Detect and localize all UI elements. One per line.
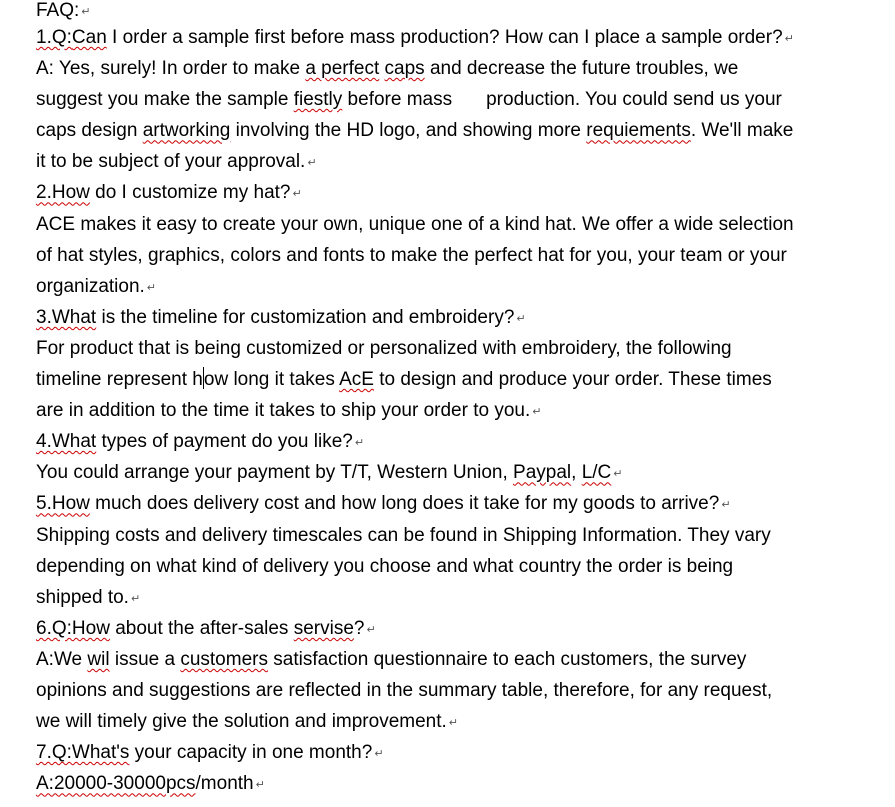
- paragraph-mark-icon: ↵: [613, 468, 623, 481]
- paragraph-mark-icon: ↵: [146, 281, 157, 294]
- faq-answer-2-line-3: organization. ↵: [36, 271, 881, 302]
- faq-question-6: 6.Q:How about the after-sales servise? ↵: [36, 613, 881, 644]
- faq-answer-4-line-1: You could arrange your payment by T/T, Western Union, Paypal, L/C ↵: [36, 457, 881, 488]
- faq-answer-5-line-1: Shipping costs and delivery timescales can be found in Shipping Information. They vary: [36, 524, 771, 546]
- faq-answer-1-line-3: caps design artworking involving the HD logo, and showing more requiements. We'll make: [36, 120, 794, 142]
- paragraph-mark-icon: ↵: [448, 717, 459, 730]
- faq-answer-1-line-4: it to be subject of your approval. ↵: [36, 146, 881, 177]
- paragraph-mark-icon: ↵: [721, 499, 731, 512]
- paragraph-mark-icon: ↵: [354, 437, 365, 450]
- faq-answer-2-line-2: of hat styles, graphics, colors and fonts to make the perfect hat for you, your team or your: [36, 244, 787, 266]
- paragraph-mark-icon: ↵: [784, 33, 794, 45]
- document-body[interactable]: [36, 0, 881, 799]
- faq-answer-3-line-2: timeline represent how long it takes AcE to design and produce your order. These times: [36, 369, 772, 391]
- paragraph-mark-icon: ↵: [307, 157, 317, 170]
- faq-answer-5-line-2: depending on what kind of delivery you choose and what country the order is being: [36, 555, 734, 577]
- faq-question-7: 7.Q:What's your capacity in one month? ↵: [36, 737, 881, 768]
- faq-answer-1-line-2: suggest you make the sample fiestly before mass production. You could send us your: [36, 89, 782, 111]
- faq-answer-5-line-3: shipped to. ↵: [36, 582, 881, 613]
- faq-answer-1-line-1: A: Yes, surely! In order to make a perfect caps and decrease the future troubles, we: [36, 58, 739, 80]
- faq-answer-3-line-1: For product that is being customized or personalized with embroidery, the following: [36, 337, 732, 359]
- faq-question-1: 1.Q:Can I order a sample first before mass production? How can I place a sample order? ↵: [36, 22, 881, 53]
- paragraph-mark-icon: ↵: [516, 312, 526, 325]
- faq-answer-3-line-3: are in addition to the time it takes to ship your order to you. ↵: [36, 395, 881, 426]
- faq-answer-7-line-1: A:20000-30000pcs/month ↵: [36, 768, 881, 799]
- faq-answer-6-line-2: opinions and suggestions are reflected in the summary table, therefore, for any request,: [36, 679, 773, 701]
- paragraph-mark-icon: ↵: [532, 406, 542, 419]
- paragraph-mark-icon: ↵: [292, 188, 302, 201]
- paragraph-mark-icon: ↵: [374, 748, 384, 761]
- paragraph-mark-icon: ↵: [130, 592, 141, 605]
- paragraph-mark-icon: ↵: [366, 623, 376, 636]
- paragraph-mark-icon: ↵: [81, 6, 91, 18]
- faq-question-2: 2.How do I customize my hat? ↵: [36, 177, 881, 208]
- faq-answer-6-line-1: A:We wil issue a customers satisfaction questionnaire to each customers, the survey: [36, 648, 747, 670]
- paragraph-mark-icon: ↵: [255, 779, 265, 792]
- faq-answer-2-line-1: ACE makes it easy to create your own, unique one of a kind hat. We offer a wide selection: [36, 213, 794, 235]
- faq-question-4: 4.What types of payment do you like? ↵: [36, 426, 881, 457]
- faq-question-3: 3.What is the timeline for customization and embroidery? ↵: [36, 302, 881, 333]
- faq-answer-6-line-3: we will timely give the solution and improvement. ↵: [36, 706, 881, 737]
- faq-question-5: 5.How much does delivery cost and how long does it take for my goods to arrive? ↵: [36, 488, 881, 519]
- faq-heading: FAQ: ↵: [36, 0, 91, 21]
